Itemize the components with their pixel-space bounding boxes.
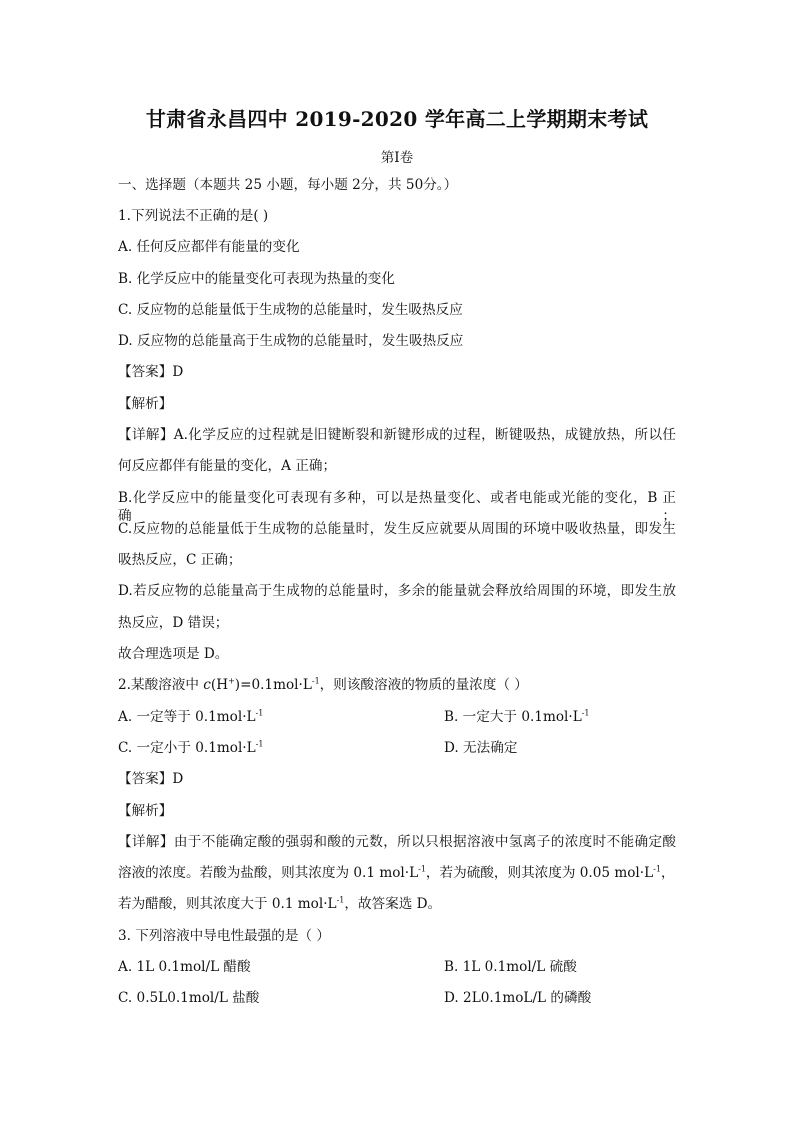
q2-stem-h: (H [210, 677, 229, 693]
q2-option-c-exponent: -1 [255, 739, 264, 749]
q2-option-a-exponent: -1 [255, 708, 264, 718]
q2-stem [118, 676, 528, 694]
q2-stem-suffix: ，则该酸溶液的物质的量浓度（ ） [319, 677, 528, 693]
q2-option-c-text: C. 一定小于 0.1mol·L [118, 740, 256, 756]
q2-detail-line-1: 【详解】由于不能确定酸的强弱和酸的元数，所以只根据溶液中氢离子的浓度时不能确定酸 [118, 834, 676, 850]
q3-option-c: C. 0.5L0.1mol/L 盐酸 [118, 990, 260, 1006]
q1-detail-line-4: C.反应物的总能量低于生成物的总能量时，发生反应就要从周围的环境中吸收热量，即发生 [118, 521, 676, 537]
q2-option-a-text: A. 一定等于 0.1mol·L [118, 709, 256, 725]
q2-answer: 【答案】D [118, 771, 184, 787]
q2-detail-2-part-c: ， [660, 865, 675, 881]
q2-detail-2-part-a: 溶液的浓度。若酸为盐酸，则其浓度为 0.1 mol·L [118, 865, 419, 881]
q3-option-d: D. 2L0.1moL/L 的磷酸 [444, 990, 592, 1006]
page-title: 甘肃省永昌四中 2019-2020 学年高二上学期期末考试 [145, 107, 649, 131]
q2-stem-prefix: 2.某酸溶液中 [118, 677, 204, 693]
q2-option-b-text: B. 一定大于 0.1mol·L [444, 709, 582, 725]
q1-option-b: B. 化学反应中的能量变化可表现为热量的变化 [118, 271, 395, 287]
q1-option-a: A. 任何反应都伴有能量的变化 [118, 239, 300, 255]
q2-stem-plus: + [228, 676, 235, 686]
q2-detail-2-part-b: ，若为硫酸，则其浓度为 0.05 mol·L [425, 865, 654, 881]
section-heading: 一、选择题（本题共 25 小题，每小题 2分，共 50分。） [118, 177, 458, 193]
q2-analysis-label: 【解析】 [118, 803, 173, 819]
q2-option-b [444, 708, 590, 726]
q2-option-a [118, 708, 263, 726]
q2-detail-line-2 [118, 864, 675, 882]
q1-answer: 【答案】D [118, 364, 184, 380]
q2-detail-3-exponent: -1 [336, 895, 345, 905]
q2-stem-c-symbol: c [203, 677, 211, 693]
q2-option-b-exponent: -1 [581, 708, 590, 718]
q3-option-b: B. 1L 0.1mol/L 硫酸 [444, 959, 577, 975]
q1-analysis-label: 【解析】 [118, 396, 173, 412]
q2-stem-mid: )=0.1mol·L [234, 677, 312, 693]
q1-detail-line-2: 何反应都伴有能量的变化，A 正确； [118, 458, 337, 474]
q2-detail-3-part-a: 若为醋酸，则其浓度大于 0.1 mol·L [118, 896, 337, 912]
q1-detail-line-1: 【详解】A.化学反应的过程就是旧键断裂和新键形成的过程，断键吸热，成键放热，所以任 [118, 427, 676, 443]
q2-detail-2-exponent-a: -1 [418, 864, 426, 874]
q1-option-d: D. 反应物的总能量高于生成物的总能量时，发生吸热反应 [118, 333, 464, 349]
q2-option-d: D. 无法确定 [444, 740, 518, 756]
q3-option-a: A. 1L 0.1mol/L 醋酸 [118, 959, 251, 975]
q1-detail-line-6: D.若反应物的总能量高于生成物的总能量时，多余的能量就会释放给周围的环境，即发生放 [118, 583, 676, 599]
q2-stem-exponent: -1 [311, 676, 320, 686]
q1-option-c: C. 反应物的总能量低于生成物的总能量时，发生吸热反应 [118, 302, 463, 318]
q1-detail-line-5: 吸热反应，C 正确； [118, 552, 242, 568]
q2-detail-2-exponent-b: -1 [653, 864, 661, 874]
volume-label: 第Ⅰ卷 [380, 150, 414, 166]
q1-detail-line-7: 热反应，D 错误； [118, 615, 229, 631]
q2-detail-line-3 [118, 895, 441, 913]
q3-stem: 3. 下列溶液中导电性最强的是（ ） [118, 928, 330, 944]
q2-detail-3-part-b: ，故答案选 D。 [344, 896, 442, 912]
q1-stem: 1.下列说法不正确的是( ) [118, 208, 269, 224]
q2-option-c [118, 739, 263, 757]
q1-detail-line-3: B.化学反应中的能量变化可表现有多种，可以是热量变化、或者电能或光能的变化，B 正确； [118, 490, 676, 524]
q1-conclusion: 故合理选项是 D。 [118, 646, 229, 662]
